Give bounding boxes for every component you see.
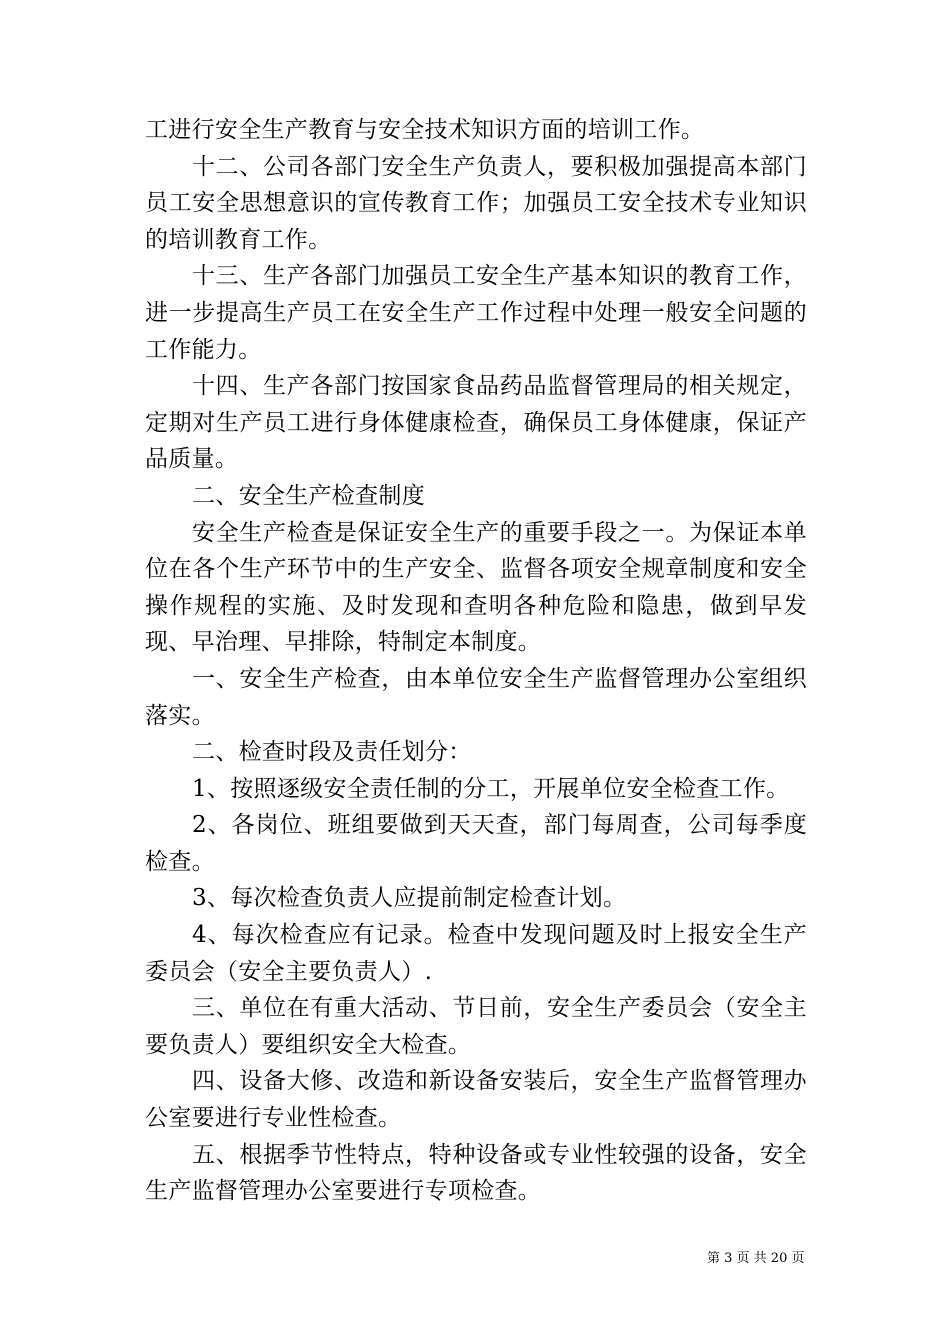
paragraph-8: 二、检查时段及责任划分： bbox=[192, 739, 472, 766]
list-item-4: 4、每次检查应有记录。检查中发现问题及时上报安全生产委员会（安全主要负责人）. bbox=[145, 922, 807, 985]
paragraph-14: 四、设备大修、改造和新设备安装后，安全生产监督管理办公室要进行专业性检查。 bbox=[145, 1068, 807, 1132]
list-item-1: 1、按照逐级安全责任制的分工，开展单位安全检查工作。 bbox=[192, 775, 790, 802]
paragraph-3: 十三、生产各部门加强员工安全生产基本知识的教育工作，进一步提高生产员工在安全生产工作过程中处理一般安全问题的工作能力。 bbox=[145, 263, 807, 363]
paragraph-15: 五、根据季节性特点，特种设备或专业性较强的设备，安全生产监督管理办公室要进行专项检查。 bbox=[145, 1141, 807, 1205]
page-number: 第 3 页 共 20 页 bbox=[707, 1251, 805, 1266]
document-body bbox=[145, 112, 807, 1210]
paragraph-6: 安全生产检查是保证安全生产的重要手段之一。为保证本单位在各个生产环节中的生产安全、监督各项安全规章制度和安全操作规程的实施、及时发现和查明各种危险和隐患，做到早发现、早治理、早排除，特制定本制度。 bbox=[145, 519, 807, 656]
list-item-3: 3、每次检查负责人应提前制定检查计划。 bbox=[192, 885, 627, 912]
paragraph-13: 三、单位在有重大活动、节日前，安全生产委员会（安全主要负责人）要组织安全大检查。 bbox=[145, 995, 807, 1058]
section-heading: 二、安全生产检查制度 bbox=[192, 482, 425, 509]
paragraph-7: 一、安全生产检查，由本单位安全生产监督管理办公室组织落实。 bbox=[145, 665, 807, 729]
list-item-2: 2、各岗位、班组要做到天天查，部门每周查，公司每季度检查。 bbox=[145, 812, 807, 875]
paragraph-1: 工进行安全生产教育与安全技术知识方面的培训工作。 bbox=[145, 117, 705, 143]
paragraph-4: 十四、生产各部门按国家食品药品监督管理局的相关规定，定期对生产员工进行身体健康检查，确保员工身体健康，保证产品质量。 bbox=[145, 373, 807, 473]
paragraph-2: 十二、公司各部门安全生产负责人，要积极加强提高本部门员工安全思想意识的宣传教育工作；加强员工安全技术专业知识的培训教育工作。 bbox=[145, 153, 807, 253]
